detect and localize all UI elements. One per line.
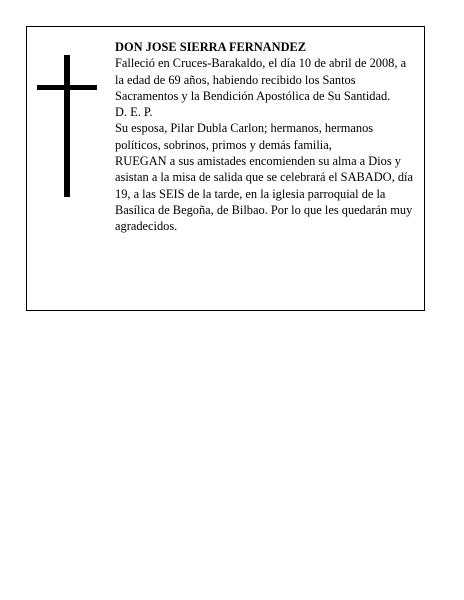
obituary-notice-frame — [26, 26, 425, 311]
mass-request-paragraph: RUEGAN a sus amistades encomienden su alma a Dios y asistan a la misa de salida que se celebrará el SABADO, día 19, a las SEIS de la tarde, en la iglesia parroquial de la Basílica de Begoña, de Bilbao. Por lo que les quedarán muy agradecidos. — [115, 154, 413, 234]
death-announcement-paragraph: Falleció en Cruces-Barakaldo, el día 10 de abril de 2008, a la edad de 69 años, habiendo recibido los Santos Sacramentos y la Bendición Apostólica de Su Santidad. — [115, 56, 407, 103]
rest-in-peace-line: D. E. P. — [115, 105, 153, 120]
obituary-text-block — [115, 39, 417, 235]
deceased-name: DON JOSE SIERRA FERNANDEZ — [115, 40, 307, 54]
latin-cross-icon — [37, 55, 97, 197]
cross-vertical-bar — [64, 55, 70, 197]
family-paragraph: Su esposa, Pilar Dubla Carlon; hermanos, hermanos políticos, sobrinos, primos y demás familia, — [115, 121, 374, 152]
cross-horizontal-bar — [37, 85, 97, 90]
